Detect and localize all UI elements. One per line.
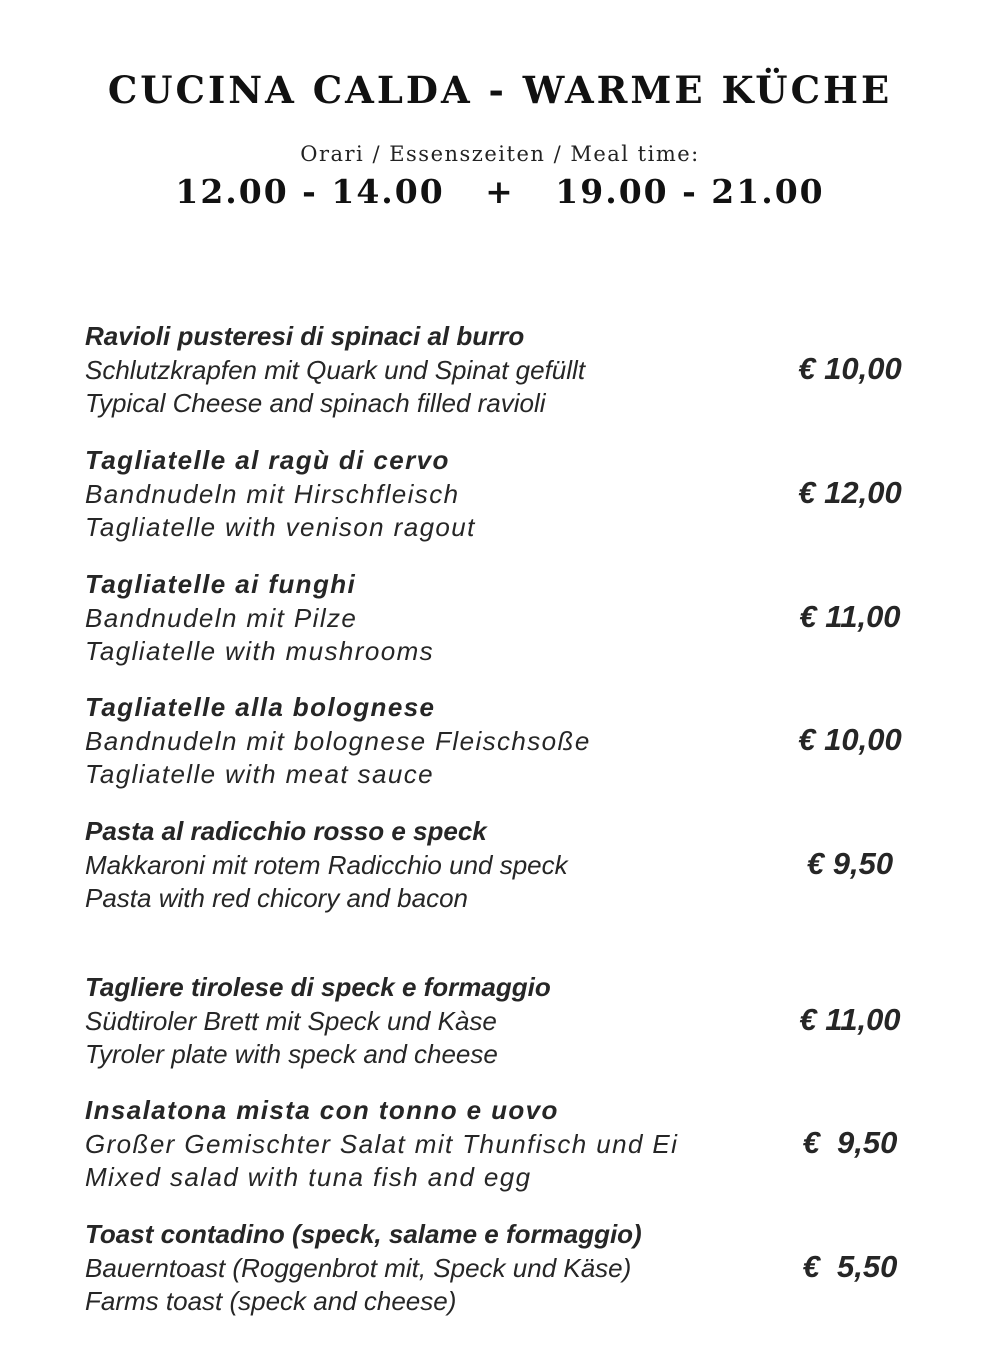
dish-description-en: Farms toast (speck and cheese) <box>85 1286 457 1316</box>
dish-description-en: Mixed salad with tuna fish and egg <box>85 1162 532 1192</box>
dish-price: € 9,50 <box>802 1125 898 1160</box>
dish-item <box>85 1218 965 1318</box>
dish-description-de: Bauerntoast (Roggenbrot mit, Speck und Käse) <box>85 1252 632 1283</box>
dish-description-en: Pasta with red chicory and bacon <box>85 883 468 913</box>
dish-description-en: Tagliatelle with meat sauce <box>85 759 435 789</box>
dish-price: € 11,00 <box>799 1002 901 1037</box>
dish-description-de: Bandnudeln mit Hirschfleisch <box>85 478 460 509</box>
dish-description-de: Großer Gemischter Salat mit Thunfisch und Ei <box>85 1128 679 1159</box>
dish-name: Ravioli pusteresi di spinaci al burro <box>85 321 525 351</box>
dish-price: € 10,00 <box>798 722 902 757</box>
dish-name: Tagliere tirolese di speck e formaggio <box>85 972 551 1002</box>
dish-description-en: Tagliatelle with venison ragout <box>85 512 476 542</box>
dish-name: Toast contadino (speck, salame e formaggio) <box>85 1219 642 1249</box>
dish-description-de: Bandnudeln mit bolognese Fleischsoße <box>85 725 591 756</box>
dish-description-en: Typical Cheese and spinach filled ravioli <box>85 388 546 418</box>
dish-price: € 9,50 <box>806 846 894 881</box>
dish-description-de: Südtiroler Brett mit Speck und Kàse <box>85 1005 497 1036</box>
dish-name: Tagliatelle al ragù di cervo <box>85 445 450 475</box>
dish-name: Tagliatelle alla bolognese <box>85 692 436 722</box>
dish-item <box>85 444 965 544</box>
dish-price: € 5,50 <box>802 1249 898 1284</box>
dish-description-en: Tagliatelle with mushrooms <box>85 636 435 666</box>
menu-title: CUCINA CALDA - WARME KÜCHE <box>107 68 893 112</box>
dish-item <box>85 568 965 668</box>
dish-price: € 10,00 <box>798 351 902 386</box>
dish-description-en: Tyroler plate with speck and cheese <box>85 1039 498 1069</box>
dish-description-de: Schlutzkrapfen mit Quark und Spinat gefüllt <box>85 354 586 385</box>
dish-name: Pasta al radicchio rosso e speck <box>85 816 487 846</box>
dish-price: € 12,00 <box>798 475 902 510</box>
dish-price: € 11,00 <box>799 599 901 634</box>
dish-name: Tagliatelle ai funghi <box>85 569 357 599</box>
dish-item <box>85 971 965 1071</box>
dish-item <box>85 815 965 915</box>
meal-time-label: Orari / Essenszeiten / Meal time: <box>300 142 700 166</box>
dish-description-de: Makkaroni mit rotem Radicchio und speck <box>85 849 568 880</box>
dish-name: Insalatona mista con tonno e uovo <box>85 1095 559 1125</box>
dish-description-de: Bandnudeln mit Pilze <box>85 602 358 633</box>
dish-item <box>85 1094 965 1194</box>
meal-hours: 12.00 - 14.00 + 19.00 - 21.00 <box>175 172 825 211</box>
dish-item <box>85 691 965 791</box>
dish-item <box>85 320 965 420</box>
